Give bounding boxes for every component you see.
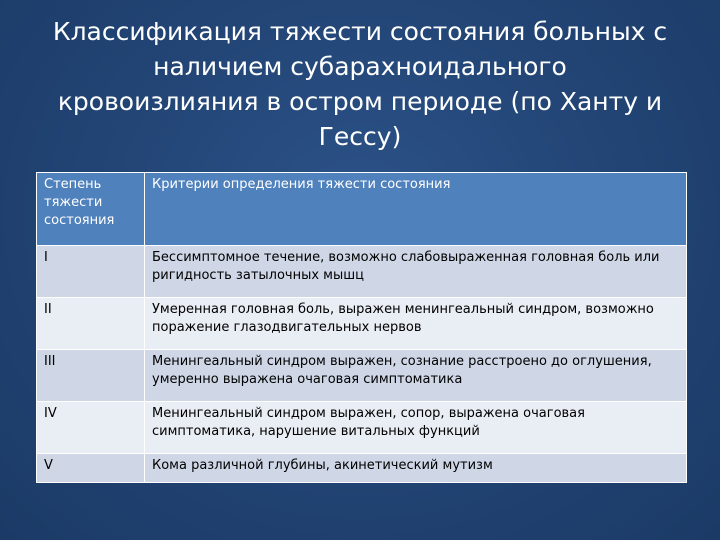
criteria-cell: Бессимптомное течение, возможно слабовыраженная головная боль или ригидность затылочных мышц <box>145 246 687 298</box>
grade-cell: III <box>37 350 145 402</box>
header-criteria: Критерии определения тяжести состояния <box>145 173 687 246</box>
criteria-cell: Менингеальный синдром выражен, сопор, выражена очаговая симптоматика, нарушение витальных функций <box>145 402 687 454</box>
classification-table <box>36 172 687 483</box>
table-header-row <box>37 173 687 246</box>
table-row <box>37 298 687 350</box>
grade-cell: I <box>37 246 145 298</box>
slide-title <box>20 14 700 154</box>
title-line: Гессу) <box>318 122 402 151</box>
table-row <box>37 246 687 298</box>
table-row <box>37 454 687 483</box>
criteria-cell: Умеренная головная боль, выражен менингеальный синдром, возможно поражение глазодвигательных нервов <box>145 298 687 350</box>
grade-cell: IV <box>37 402 145 454</box>
title-line: кровоизлияния в остром периоде (по Ханту и <box>57 87 663 116</box>
header-grade: Степень тяжести состояния <box>37 173 145 246</box>
table-row <box>37 402 687 454</box>
title-line: Классификация тяжести состояния больных с <box>52 17 668 46</box>
table-row <box>37 350 687 402</box>
grade-cell: II <box>37 298 145 350</box>
criteria-cell: Менингеальный синдром выражен, сознание расстроено до оглушения, умеренно выражена очаговая симптоматика <box>145 350 687 402</box>
grade-cell: V <box>37 454 145 483</box>
criteria-cell: Кома различной глубины, акинетический мутизм <box>145 454 687 483</box>
title-line: наличием субарахноидального <box>153 52 567 81</box>
